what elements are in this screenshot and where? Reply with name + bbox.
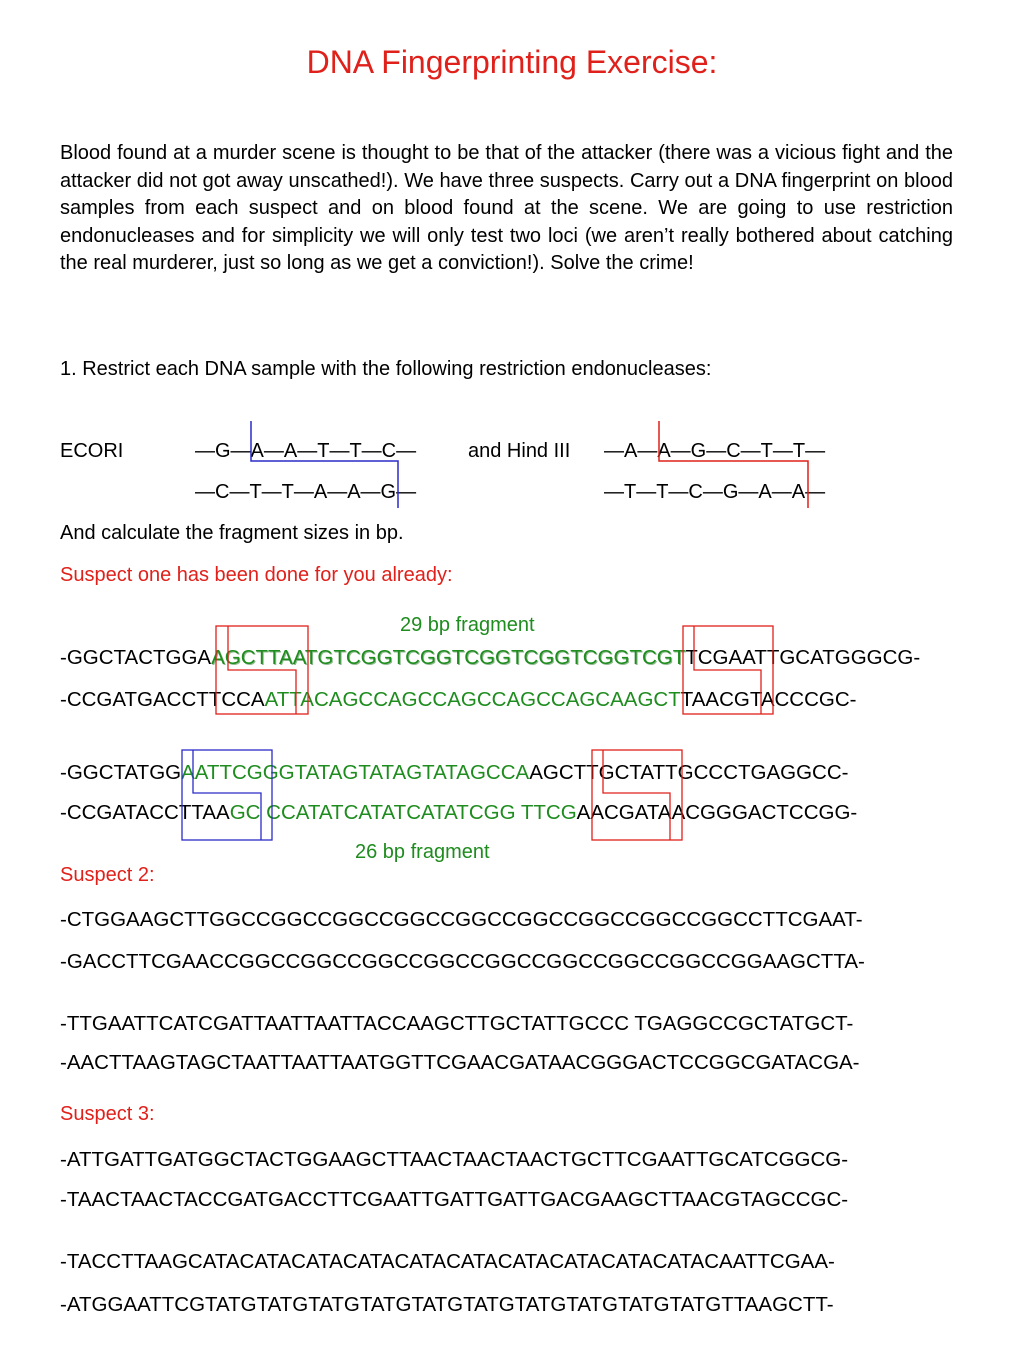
ecori-site-box xyxy=(182,750,272,840)
seq-segment: TCGAATTGCATGGGCG- xyxy=(685,646,921,669)
suspect-3-line-2: -TAACTAACTACCGATGACCTTCGAATTGATTGATTGACGAAGCTTAACGTAGCCGC- xyxy=(60,1188,849,1211)
fragment-29bp-label: 29 bp fragment xyxy=(400,614,535,636)
hind-iii-top-strand: —A—A—G—C—T—T— xyxy=(604,440,826,462)
page-title: DNA Fingerprinting Exercise: xyxy=(306,44,718,80)
hind-iii-site-box-1 xyxy=(216,626,308,714)
intro-paragraph: Blood found at a murder scene is thought to be that of the attacker (there was a vicious fight and the attacker did not got away unscathed!). We have three suspects. Carry out a DNA fingerprint on blood samples from each suspect and on blood found at the scene. We are going to use restriction endonucleases and for simplicity we will only test two loci (we aren’t really bothered about catching the real murderer, just so long as we get a conviction!). Solve the crime! xyxy=(60,142,953,274)
suspect-3-line-3: -TACCTTAAGCATACATACATACATACATACATACATACATACATACATACAATTCGAA- xyxy=(60,1250,835,1273)
calc-instruction: And calculate the fragment sizes in bp. xyxy=(60,522,404,544)
ecori-top-strand: —G—A—A—T—T—C— xyxy=(195,440,417,462)
suspect-3-label: Suspect 3: xyxy=(60,1103,155,1125)
suspect-3-line-4: -ATGGAATTCGTATGTATGTATGTATGTATGTATGTATGTATGTATGTATGTTAAGCTT- xyxy=(60,1293,834,1316)
seq-segment: -CCGATGACCTTCCA xyxy=(60,688,265,711)
hind-iii-site-box-3 xyxy=(592,750,682,840)
seq-fragment-29bp-bottom: ATTACAGCCAGCCAGCCAGCCAGCAAGCT xyxy=(264,688,681,711)
hind-iii-label: and Hind III xyxy=(468,440,571,462)
ecori-label: ECORI xyxy=(60,440,124,462)
seq-fragment-26bp-top: AATTCGGGTATAGTATAGTATAGCCA xyxy=(181,761,530,784)
suspect-2-line-3: -TTGAATTCATCGATTAATTAATTACCAAGCTTGCTATTGCCC TGAGGCCGCTATGCT- xyxy=(60,1012,854,1035)
seq-fragment-26bp-bottom: GC CCATATCATATCATATCGG TTCG xyxy=(229,801,577,824)
seq-segment: AGCTTGCTATTGCCCTGAGGCC- xyxy=(529,761,849,784)
seq-segment: -GGCTACTGGA xyxy=(60,646,212,669)
ecori-bottom-strand: —C—T—T—A—A—G— xyxy=(195,481,417,503)
suspect-2-line-2: -GACCTTCGAACCGGCCGGCCGGCCGGCCGGCCGGCCGGCCGGCCGGAAGCTTA- xyxy=(60,950,865,973)
suspect-3-line-1: -ATTGATTGATGGCTACTGGAAGCTTAACTAACTAACTGCTTCGAATTGCATCGGCG- xyxy=(60,1148,849,1171)
hind-iii-bottom-strand: —T—T—C—G—A—A— xyxy=(604,481,826,503)
seq-segment: -GGCTATGG xyxy=(60,761,182,784)
suspect-1-label: Suspect one has been done for you already: xyxy=(60,564,453,586)
seq-segment: -CCGATACCTTAA xyxy=(60,801,230,824)
hind-iii-site-box-2 xyxy=(683,626,773,714)
suspect-2-label: Suspect 2: xyxy=(60,864,155,886)
seq-fragment-29bp-top: AGCTTAATGTCGGTCGGTCGGTCGGTCGGTCGT xyxy=(211,646,686,669)
step-1-instruction: 1. Restrict each DNA sample with the following restriction endonucleases: xyxy=(60,358,712,380)
fragment-26bp-label: 26 bp fragment xyxy=(355,841,490,863)
suspect-2-line-1: -CTGGAAGCTTGGCCGGCCGGCCGGCCGGCCGGCCGGCCGGCCGGCCTTCGAAT- xyxy=(60,908,863,931)
seq-segment: AACGATAACGGGACTCCGG- xyxy=(576,801,858,824)
seq-segment: TAACGTACCCGC- xyxy=(680,688,857,711)
suspect-2-line-4: -AACTTAAGTAGCTAATTAATTAATGGTTCGAACGATAACGGGACTCCGGCGATACGA- xyxy=(60,1051,860,1074)
